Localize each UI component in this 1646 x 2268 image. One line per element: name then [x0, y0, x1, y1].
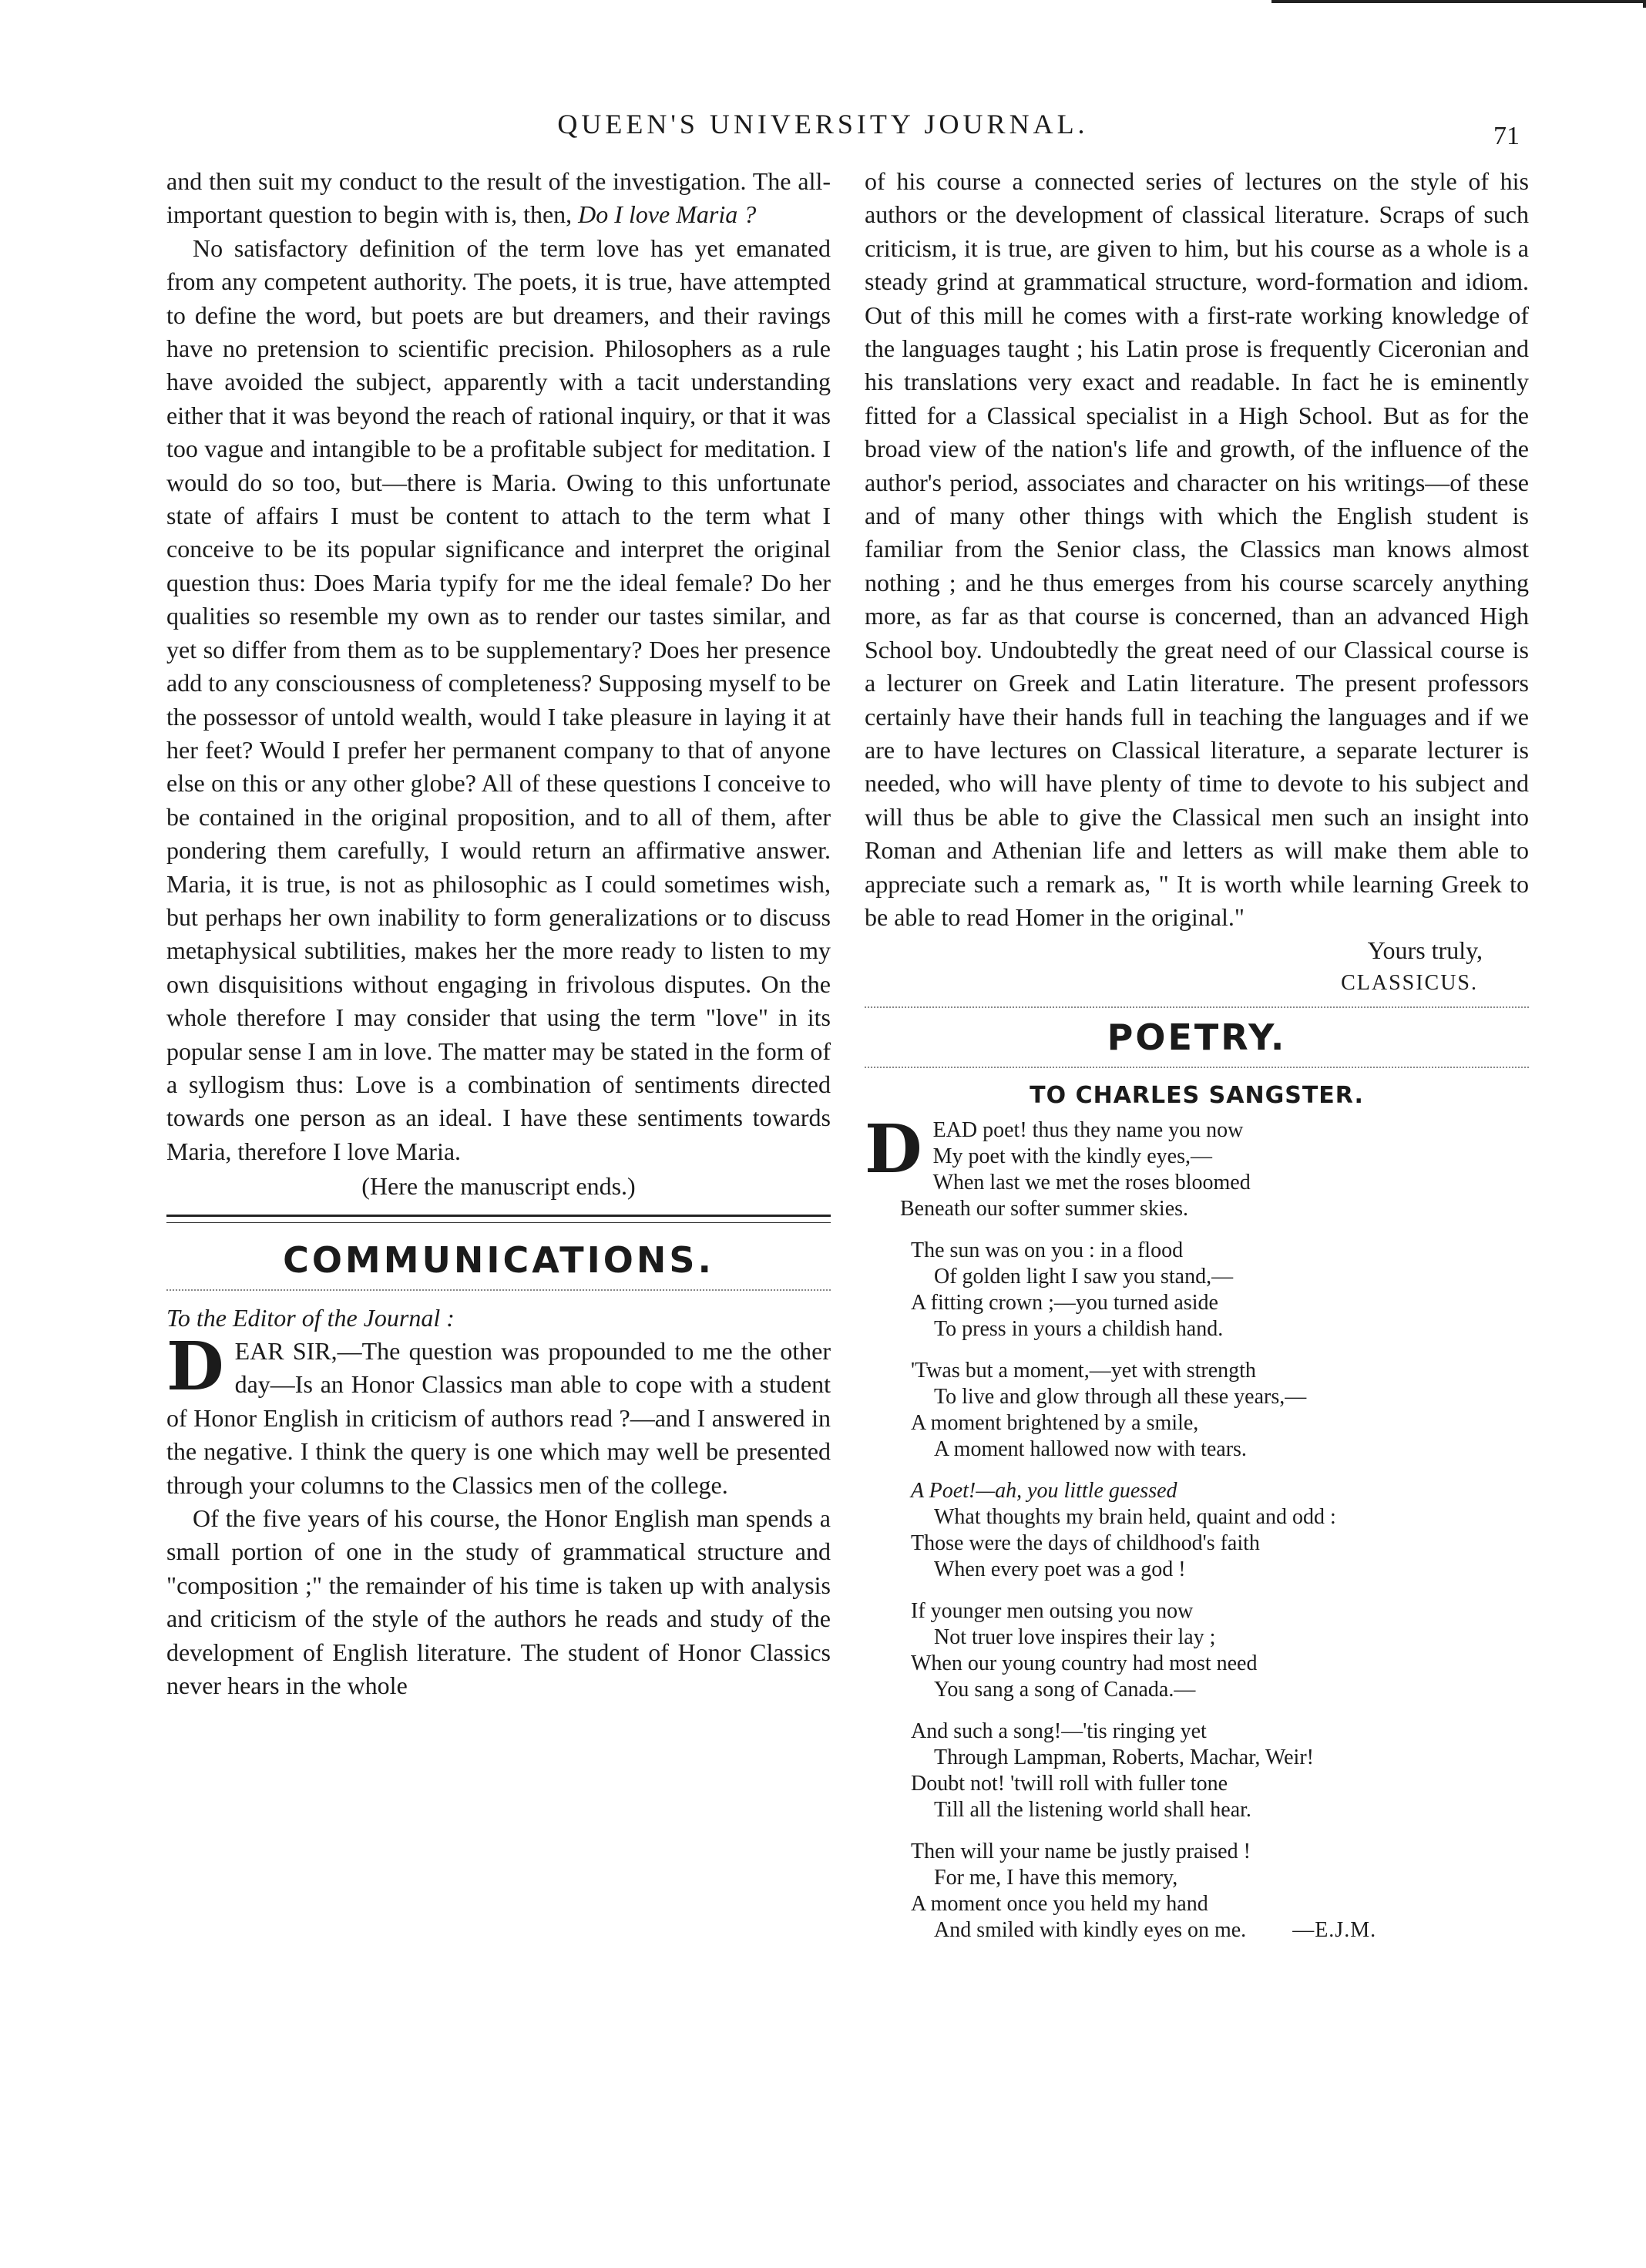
poem-line: Doubt not! 'twill roll with fuller tone [911, 1771, 1228, 1796]
page-number: 71 [1493, 122, 1520, 150]
poem-line: When our young country had most need [911, 1651, 1258, 1675]
letter-paragraph: DEAR SIR,—The question was propounded to me the other day—Is an Honor Classics man able to cope with a student of Honor English in criticism of authors read ?—and I answered in the negative. I think the query is one which may well be presented through your columns to the Classics men of the college. [166, 1328, 831, 1499]
poem-dropcap: D [865, 1110, 922, 1188]
poem-line: To press in yours a childish hand. [934, 1316, 1224, 1341]
poem-stanza [911, 1719, 1529, 1823]
left-column [166, 165, 831, 1702]
poem-line: Beneath our softer summer skies. [900, 1196, 1189, 1221]
essay-paragraph: and then suit my conduct to the result of the investigation. The all-important question to begin with is, then, Do I love Maria ? [166, 167, 831, 229]
poetry-heading: POETRY. [1107, 1016, 1287, 1058]
poem-line: A fitting crown ;—you turned aside [911, 1290, 1218, 1315]
letter-closing: Yours truly, [1367, 936, 1483, 965]
letter-dropcap: D [166, 1328, 224, 1406]
poem-line: EAD poet! thus they name you now [932, 1117, 1244, 1142]
poem-stanza [865, 1110, 1529, 1222]
poem-stanza [911, 1598, 1529, 1703]
letter-salutation: To the Editor of the Journal : [166, 1303, 455, 1332]
letter-continuation: of his course a connected series of lectures on the style of his authors or the development of classical literature. Scraps of such criticism, it is true, are given to him, but his course as a whole is a steady grind at grammatical structure, word-formation and idiom. Out of this mill he comes with a first-rate working knowledge of the languages taught ; his Latin prose is frequently Ciceronian and his translations very exact and readable. In fact he is eminently fitted for a Classical specialist in a High School. But as for the broad view of the nation's life and growth, of the influence of the author's period, associates and character on his writings—of these and of many other things with which the English student is familiar from the Senior class, the Classics man knows almost nothing ; and he thus emerges from his course scarcely anything more, as far as that course is concerned, than an advanced High School boy. Undoubtedly the great need of our Classical course is a lecturer on Greek and Latin literature. The present professors certainly have their hands full in teaching the languages and if we are to have lectures on Classical literature, a separate lecturer is needed, who will have plenty of time to devote to his subject and will thus be able to give the Classical men such an insight into Roman and Athenian life and letters as will make them able to appreciate such a remark as, " It is worth while learning Greek to be able to read Homer in the original." [865, 167, 1529, 931]
poem-line: For me, I have this memory, [934, 1865, 1178, 1890]
poem-stanza [911, 1238, 1529, 1342]
poem-signature: —E.J.M. [1292, 1917, 1377, 1942]
poem-line: And smiled with kindly eyes on me. —E.J.M. [934, 1917, 1377, 1942]
poem-line: A moment brightened by a smile, [911, 1410, 1199, 1435]
poem-stanza [911, 1839, 1529, 1944]
poem [865, 1110, 1529, 1944]
section-divider [865, 1006, 1529, 1008]
poem-line: What thoughts my brain held, quaint and odd : [934, 1504, 1336, 1529]
poem-line: Till all the listening world shall hear. [934, 1797, 1251, 1822]
poem-line: To live and glow through all these years,— [934, 1384, 1307, 1409]
letter-signature: CLASSICUS. [1341, 970, 1478, 995]
poem-line: A Poet!—ah, you little guessed [911, 1478, 1177, 1503]
poem-line: When every poet was a god ! [934, 1557, 1186, 1581]
letter-paragraph: Of the five years of his course, the Honor English man spends a small portion of one in the study of grammatical structure and "composition ;" the remainder of his time is taken up with analysis and criticism of the style of the authors he reads and study of the development of English literature. The student of Honor Classics never hears in the whole [166, 1504, 831, 1700]
poem-line: When last we met the roses bloomed [932, 1170, 1251, 1194]
poem-line: If younger men outsing you now [911, 1598, 1194, 1623]
top-corner-rule [1271, 0, 1646, 8]
poem-line: You sang a song of Canada.— [934, 1677, 1196, 1702]
section-divider [166, 1215, 831, 1223]
right-column [865, 165, 1529, 1959]
running-head: QUEEN'S UNIVERSITY JOURNAL. [557, 109, 1089, 139]
heading-underline [166, 1289, 831, 1291]
poem-stanza [911, 1478, 1529, 1583]
poem-line: A moment once you held my hand [911, 1891, 1208, 1916]
poem-line: Those were the days of childhood's faith [911, 1530, 1260, 1555]
communications-heading: COMMUNICATIONS. [283, 1238, 714, 1281]
poem-line: Then will your name be justly praised ! [911, 1839, 1251, 1863]
essay-question: Do I love Maria ? [578, 200, 757, 229]
poem-line: The sun was on you : in a flood [911, 1238, 1184, 1262]
essay-paragraph: No satisfactory definition of the term love has yet emanated from any competent authority. The poets, it is true, have attempted to define the word, but poets are but dreamers, and their ravings have no pretension to scientific precision. Philosophers as a rule have avoided the subject, apparently with a tacit understanding either that it was beyond the reach of rational inquiry, or that it was too vague and intangible to be a profitable subject for meditation. I would do so too, but—there is Maria. Owing to this unfortunate state of affairs I must be content to attach to the term what I conceive to be its popular significance and interpret the original question thus: Does Maria typify for me the ideal female? Do her qualities so resemble my own as to render our tastes similar, and yet so differ from them as to be supplementary? Does her presence add to any consciousness of completeness? Supposing myself to be the possessor of untold wealth, would I take pleasure in laying it at her feet? Would I prefer her permanent company to that of anyone else on this or any other globe? All of these questions I conceive to be contained in the original proposition, and to all of them, after pondering them carefully, I would return an affirmative answer. Maria, it is true, is not as philosophic as I could sometimes wish, but perhaps her own inability to form generalizations or to discuss metaphysical subtilities, makes her the more ready to listen to my own disquisitions without engaging in frivolous disputes. On the whole therefore I may consider that using the term "love" in its popular sense I am in love. The matter may be stated in the form of a syllogism thus: Love is a combination of sentiments directed towards one person as an ideal. I have these sentiments towards Maria, therefore I love Maria. [166, 234, 831, 1165]
poem-line: 'Twas but a moment,—yet with strength [911, 1358, 1256, 1383]
poem-stanza [911, 1358, 1529, 1463]
poem-title: TO CHARLES SANGSTER. [1030, 1081, 1364, 1109]
poem-line: Not truer love inspires their lay ; [934, 1625, 1216, 1649]
poem-line: A moment hallowed now with tears. [934, 1436, 1247, 1461]
poem-line: And such a song!—'tis ringing yet [911, 1719, 1207, 1743]
poem-line: Through Lampman, Roberts, Machar, Weir! [934, 1745, 1314, 1769]
poem-line: My poet with the kindly eyes,— [932, 1144, 1212, 1168]
poem-line: Of golden light I saw you stand,— [934, 1264, 1234, 1289]
heading-underline [865, 1067, 1529, 1068]
letter-body [166, 1328, 831, 1702]
manuscript-end-note: (Here the manuscript ends.) [361, 1172, 636, 1201]
